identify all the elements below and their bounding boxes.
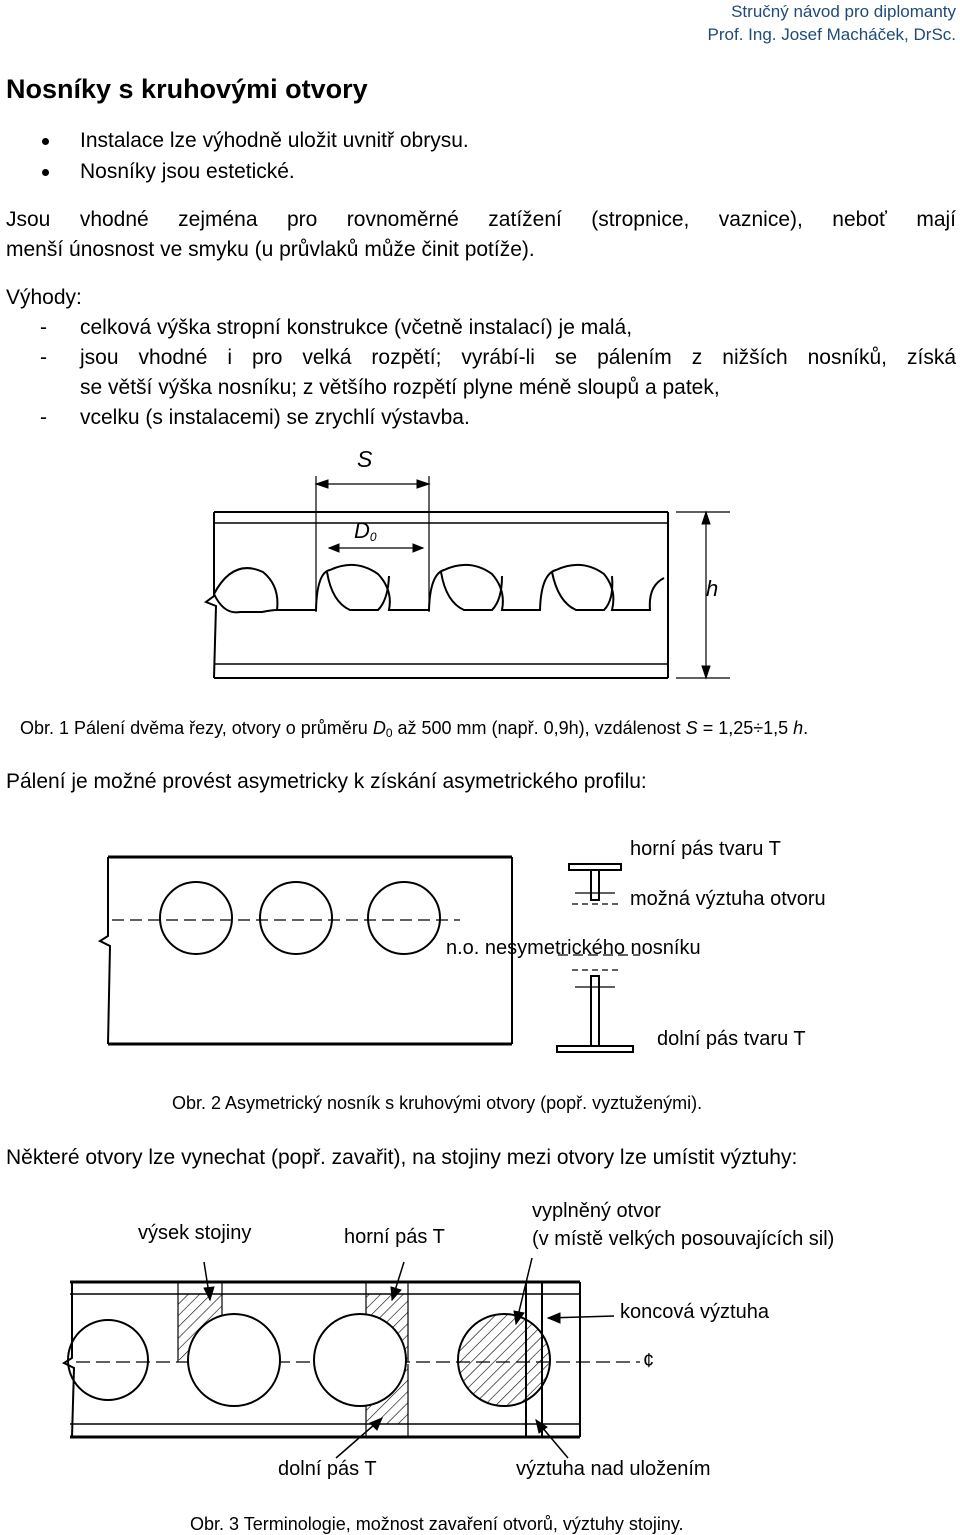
label-bottom-flange-t: dolní pás tvaru T (657, 1028, 806, 1050)
advantages-heading: Výhody: (6, 286, 82, 309)
paragraph-line: Jsou vhodné zejména pro rovnoměrné zatížení (stropnice, vaznice), neboť mají (6, 208, 956, 231)
header-author: Prof. Ing. Josef Macháček, DrSc. (707, 25, 956, 44)
label-spacing-s: S (357, 446, 373, 472)
label-height-h: h (706, 576, 719, 601)
advantage-item-continued: se větší výška nosníku; z většího rozpětí plyne méně sloupů a patek, (80, 376, 720, 399)
label-web-cut: výsek stojiny (138, 1222, 252, 1244)
label-bottom-flange-t: dolní pás T (278, 1458, 377, 1480)
figure-1-caption: Obr. 1 Pálení dvěma řezy, otvory o průměru $D_0$ až 500 mm (např. 0,9h), vzdálenost S = 1,25÷1,5 h. (20, 718, 809, 740)
label-neutral-axis: n.o. nesymetrického nosníku (446, 937, 701, 959)
dash-marker: - (40, 346, 47, 369)
label-diameter-d0: $D_0$ (354, 518, 377, 544)
label-end-stiffener: koncová výztuha (620, 1301, 769, 1323)
header-subtitle: Stručný návod pro diplomanty (731, 2, 956, 21)
advantage-item: vcelku (s instalacemi) se zrychlí výstavba. (80, 406, 470, 429)
figure-3-caption: Obr. 3 Terminologie, možnost zavaření otvorů, výztuhy stojiny. (190, 1514, 684, 1534)
label-filled-hole: vyplněný otvor (532, 1200, 661, 1222)
advantage-item: celková výška stropní konstrukce (včetně instalací) je malá, (80, 316, 633, 339)
figure-2-caption: Obr. 2 Asymetrický nosník s kruhovými otvory (popř. vyztuženými). (172, 1093, 703, 1113)
label-filled-hole-note: (v místě velkých posouvajících sil) (532, 1228, 835, 1250)
dash-marker: - (40, 316, 47, 339)
paragraph-line: menší únosnost ve smyku (u průvlaků může činit potíže). (6, 238, 535, 261)
bullet-item: Instalace lze výhodně uložit uvnitř obrysu. (80, 129, 469, 152)
label-centerline: ¢ (643, 1350, 655, 1372)
label-support-stiffener: výztuha nad uložením (516, 1458, 711, 1480)
label-hole-stiffener: možná výztuha otvoru (630, 888, 826, 910)
paragraph-line: Některé otvory lze vynechat (popř. zavařit), na stojiny mezi otvory lze umístit výztuhy: (6, 1146, 798, 1169)
bullet-item: Nosníky jsou estetické. (80, 160, 295, 183)
label-top-flange-t: horní pás T (344, 1226, 445, 1248)
dash-marker: - (40, 406, 47, 429)
paragraph-line: Pálení je možné provést asymetricky k získání asymetrického profilu: (6, 770, 647, 793)
page-title: Nosníky s kruhovými otvory (6, 74, 368, 104)
advantage-item: jsou vhodné i pro velká rozpětí; vyrábí-li se pálením z nižších nosníků, získá (80, 346, 956, 369)
label-top-flange-t: horní pás tvaru T (630, 838, 781, 860)
